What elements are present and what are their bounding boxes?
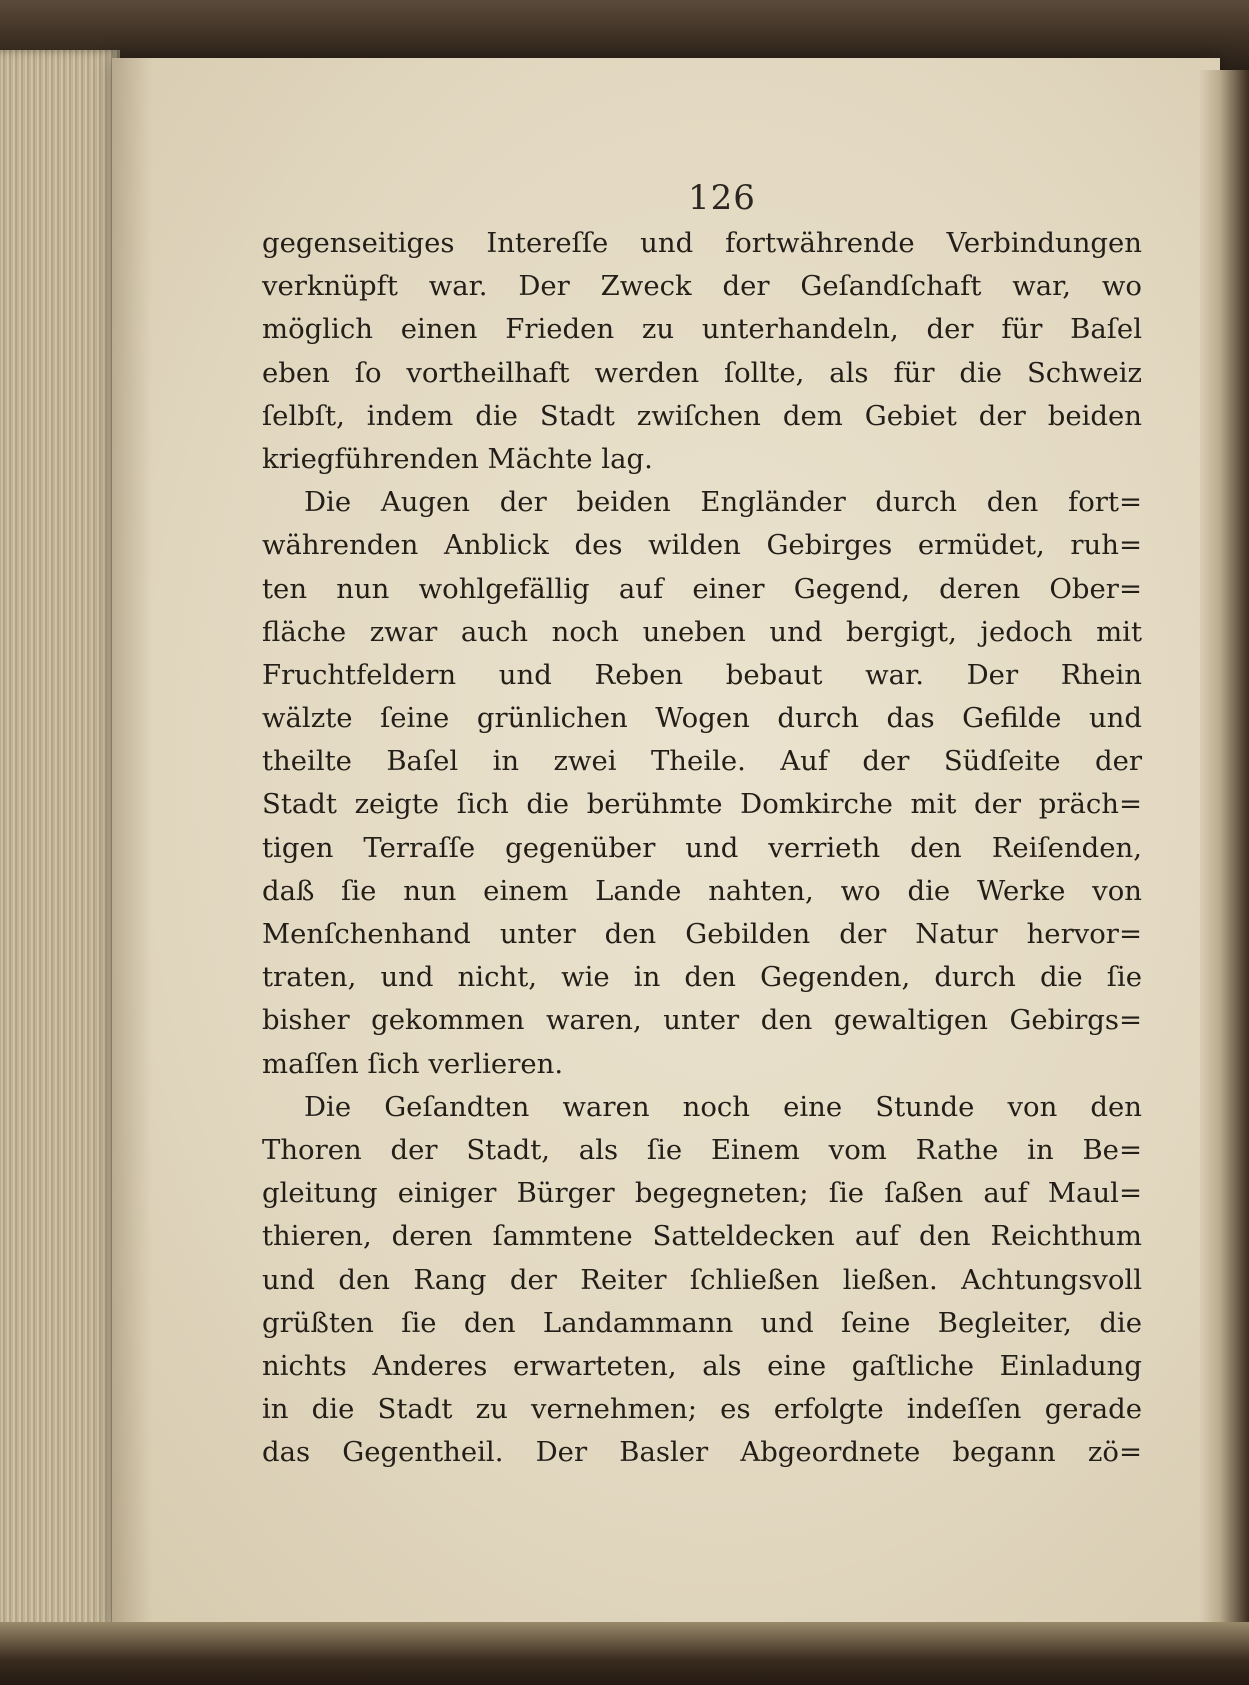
- text-line: Die Augen der beiden Engländer durch den fort=: [304, 486, 1142, 519]
- text-line: ſelbſt, indem die Stadt zwiſchen dem Gebiet der beiden: [262, 399, 1142, 432]
- text-line: und den Rang der Reiter ſchließen ließen. Achtungsvoll: [262, 1263, 1142, 1296]
- text-line: möglich einen Frieden zu unterhandeln, der für Baſel: [262, 313, 1142, 346]
- text-line: verknüpft war. Der Zweck der Geſandſchaft war, wo: [262, 270, 1142, 303]
- paragraph-1: [262, 222, 1142, 481]
- text-line: tigen Terraſſe gegenüber und verrieth den Reiſenden,: [262, 831, 1142, 864]
- text-line: währenden Anblick des wilden Gebirges ermüdet, ruh=: [262, 529, 1142, 562]
- text-line: in die Stadt zu vernehmen; es erfolgte indeſſen gerade: [262, 1393, 1142, 1426]
- text-line: Fruchtfeldern und Reben bebaut war. Der Rhein: [262, 658, 1142, 691]
- paragraph-3: [262, 1086, 1142, 1475]
- text-line: theilte Baſel in zwei Theile. Auf der Südſeite der: [262, 745, 1142, 778]
- text-line: das Gegentheil. Der Basler Abgeordnete begann zö=: [262, 1436, 1142, 1469]
- text-line: wälzte ſeine grünlichen Wogen durch das Gefilde und: [262, 702, 1142, 735]
- book-bottom-edge: [0, 1622, 1249, 1685]
- text-line: grüßten ſie den Landammann und ſeine Begleiter, die: [262, 1306, 1142, 1339]
- paragraph-2: [262, 481, 1142, 1086]
- text-line: traten, und nicht, wie in den Gegenden, durch die ſie: [262, 961, 1142, 994]
- gutter-shadow: [112, 58, 152, 1630]
- text-line: thieren, deren ſammtene Satteldecken auf den Reichthum: [262, 1220, 1142, 1253]
- page-stack-right: [1200, 70, 1249, 1660]
- text-line: nichts Anderes erwarteten, als eine gaſtliche Einladung: [262, 1349, 1142, 1382]
- text-line: fläche zwar auch noch uneben und bergigt, jedoch mit: [262, 615, 1142, 648]
- page-number: 126: [688, 178, 756, 218]
- text-line: Thoren der Stadt, als ſie Einem vom Rathe in Be=: [262, 1133, 1142, 1166]
- text-line: Stadt zeigte ſich die berühmte Domkirche mit der präch=: [262, 788, 1142, 821]
- text-line: gegenseitiges Intereſſe und fortwährende Verbindungen: [262, 227, 1142, 259]
- text-line: ten nun wohlgefällig auf einer Gegend, deren Ober=: [262, 572, 1142, 605]
- page-stack-left: [0, 50, 120, 1660]
- text-line: daß ſie nun einem Lande nahten, wo die Werke von: [262, 874, 1142, 907]
- body-text: [262, 222, 1142, 1474]
- text-line: bisher gekommen waren, unter den gewaltigen Gebirgs=: [262, 1004, 1142, 1037]
- text-line: kriegführenden Mächte lag.: [262, 442, 653, 475]
- text-line: Die Geſandten waren noch eine Stunde von den: [304, 1090, 1142, 1123]
- text-line: gleitung einiger Bürger begegneten; ſie ſaßen auf Maul=: [262, 1177, 1142, 1210]
- text-line: eben ſo vortheilhaft werden ſollte, als für die Schweiz: [262, 356, 1142, 389]
- text-line: maſſen ſich verlieren.: [262, 1047, 564, 1080]
- text-line: Menſchenhand unter den Gebilden der Natur hervor=: [262, 918, 1142, 950]
